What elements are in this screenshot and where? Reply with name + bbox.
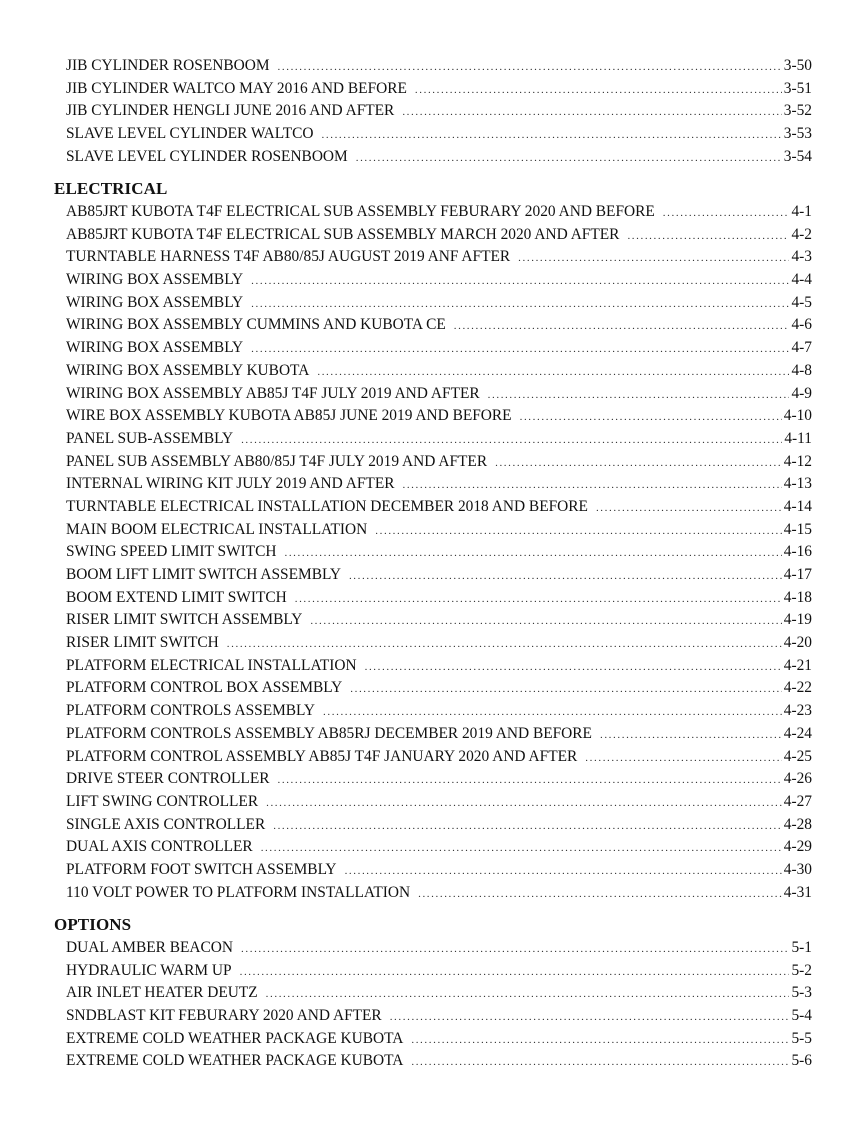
toc-entry-title: AIR INLET HEATER DEUTZ (66, 984, 258, 1002)
toc-entry[interactable] (54, 100, 812, 123)
toc-entry-page-number: 5-1 (791, 939, 812, 956)
toc-entry[interactable] (54, 836, 812, 859)
toc-entry[interactable] (54, 859, 812, 882)
toc-entry-page-number: 4-28 (783, 815, 812, 833)
section-heading-options: OPTIONS (54, 915, 132, 934)
toc-entry-page-number: 5-5 (791, 1029, 812, 1047)
toc-entry-page-number: 4-3 (791, 248, 812, 266)
dot-leader (600, 724, 782, 747)
toc-entry-title: INTERNAL WIRING KIT JULY 2019 AND AFTER (66, 475, 395, 493)
toc-entry[interactable] (54, 428, 812, 451)
toc-entry-page-number: 4-22 (783, 679, 812, 697)
dot-leader (402, 474, 781, 497)
toc-entry-page-number: 4-9 (791, 384, 812, 402)
toc-entry-page-number: 5-3 (791, 984, 812, 1002)
toc-entry-title: JIB CYLINDER WALTCO MAY 2016 AND BEFORE (66, 79, 407, 97)
toc-entry-page-number: 4-2 (791, 225, 812, 243)
toc-entry-title: EXTREME COLD WEATHER PACKAGE KUBOTA (66, 1029, 404, 1047)
dot-leader (310, 610, 781, 633)
dot-leader (241, 938, 789, 961)
dot-leader (375, 520, 782, 543)
toc-entry-list (54, 201, 812, 904)
toc-entry-page-number: 4-15 (783, 520, 812, 538)
toc-entry-title: WIRING BOX ASSEMBLY AB85J T4F JULY 2019 AND AFTER (66, 384, 480, 402)
toc-entry[interactable] (54, 700, 812, 723)
dot-leader (518, 247, 789, 270)
toc-entry-page-number: 4-23 (783, 702, 812, 720)
toc-entry[interactable] (54, 224, 812, 247)
dot-leader (240, 961, 790, 984)
toc-entry-page-number: 5-6 (791, 1052, 812, 1070)
toc-entry-title: HYDRAULIC WARM UP (66, 961, 232, 979)
toc-entry-title: AB85JRT KUBOTA T4F ELECTRICAL SUB ASSEMBLY MARCH 2020 AND AFTER (66, 225, 620, 243)
dot-leader (365, 656, 782, 679)
dot-leader (295, 588, 782, 611)
toc-entry-page-number: 4-6 (791, 316, 812, 334)
toc-entry-page-number: 4-8 (791, 361, 812, 379)
toc-entry-page-number: 4-4 (791, 271, 812, 289)
toc-entry-title: SNDBLAST KIT FEBURARY 2020 AND AFTER (66, 1007, 382, 1025)
toc-entry[interactable] (54, 746, 812, 769)
dot-leader (415, 79, 782, 102)
toc-entry-page-number: 4-24 (783, 724, 812, 742)
toc-entry-title: MAIN BOOM ELECTRICAL INSTALLATION (66, 520, 368, 538)
toc-entry-title: WIRING BOX ASSEMBLY (66, 271, 244, 289)
toc-entry-title: SLAVE LEVEL CYLINDER ROSENBOOM (66, 147, 348, 165)
toc-entry-title: PLATFORM CONTROLS ASSEMBLY (66, 702, 316, 720)
toc-entry-page-number: 4-10 (783, 407, 812, 425)
toc-electrical-section (54, 177, 812, 904)
toc-entry[interactable] (54, 541, 812, 564)
dot-leader (227, 633, 782, 656)
toc-entry[interactable] (54, 937, 812, 960)
toc-entry[interactable] (54, 768, 812, 791)
toc-entry-page-number: 3-52 (783, 102, 812, 120)
toc-entry-page-number: 4-12 (783, 452, 812, 470)
dot-leader (241, 429, 782, 452)
toc-entry-title: WIRING BOX ASSEMBLY CUMMINS AND KUBOTA CE (66, 316, 446, 334)
toc-entry[interactable] (54, 632, 812, 655)
toc-entry-title: JIB CYLINDER HENGLI JUNE 2016 AND AFTER (66, 102, 395, 120)
dot-leader (266, 792, 782, 815)
toc-entry-title: EXTREME COLD WEATHER PACKAGE KUBOTA (66, 1052, 404, 1070)
toc-entry-page-number: 5-2 (791, 961, 812, 979)
toc-entry[interactable] (54, 982, 812, 1005)
toc-entry-page-number: 4-30 (783, 860, 812, 878)
toc-entry[interactable] (54, 146, 812, 169)
toc-entry[interactable] (54, 564, 812, 587)
toc-entry-title: PANEL SUB-ASSEMBLY (66, 429, 234, 447)
toc-entry[interactable] (54, 814, 812, 837)
dot-leader (251, 293, 789, 316)
toc-entry[interactable] (54, 609, 812, 632)
toc-entry-title: BOOM LIFT LIMIT SWITCH ASSEMBLY (66, 566, 341, 583)
dot-leader (411, 1051, 789, 1074)
dot-leader (273, 815, 782, 838)
toc-entry[interactable] (54, 1028, 812, 1051)
toc-entry[interactable] (54, 337, 812, 360)
dot-leader (585, 747, 781, 770)
toc-entry-title: SWING SPEED LIMIT SWITCH (66, 543, 277, 561)
dot-leader (350, 678, 782, 701)
dot-leader (488, 384, 790, 407)
dot-leader (278, 769, 782, 792)
toc-entry-page-number: 4-21 (783, 656, 812, 674)
dot-leader (349, 565, 782, 588)
toc-entry-list (54, 55, 812, 168)
dot-leader (495, 452, 782, 475)
toc-entry-page-number: 4-26 (783, 770, 812, 788)
toc-entry-title: PANEL SUB ASSEMBLY AB80/85J T4F JULY 2019 AND AFTER (66, 452, 488, 470)
toc-entry-page-number: 4-27 (783, 792, 812, 810)
toc-entry-page-number: 3-53 (783, 125, 812, 143)
toc-entry-title: WIRING BOX ASSEMBLY (66, 293, 244, 311)
toc-entry[interactable] (54, 383, 812, 406)
dot-leader (627, 225, 789, 248)
toc-entry[interactable] (54, 1050, 812, 1073)
toc-entry-page-number: 4-20 (783, 634, 812, 652)
toc-entry[interactable] (54, 405, 812, 428)
toc-entry[interactable] (54, 78, 812, 101)
toc-entry-title: PLATFORM FOOT SWITCH ASSEMBLY (66, 860, 337, 878)
dot-leader (411, 1029, 789, 1052)
toc-entry[interactable] (54, 791, 812, 814)
toc-entry[interactable] (54, 451, 812, 474)
dot-leader (402, 101, 781, 124)
toc-entry[interactable] (54, 587, 812, 610)
toc-entry-page-number: 4-19 (783, 611, 812, 629)
dot-leader (278, 56, 782, 79)
toc-entry-title: PLATFORM CONTROL BOX ASSEMBLY (66, 679, 343, 697)
dot-leader (356, 147, 782, 170)
toc-entry-page-number: 4-14 (783, 497, 812, 515)
toc-entry-title: PLATFORM CONTROL ASSEMBLY AB85J T4F JANUARY 2020 AND AFTER (66, 747, 578, 765)
toc-entry-title: WIRE BOX ASSEMBLY KUBOTA AB85J JUNE 2019 AND BEFORE (66, 407, 512, 425)
toc-entry-page-number: 4-31 (783, 883, 812, 901)
dot-leader (322, 124, 782, 147)
toc-entry-page-number: 3-50 (783, 57, 812, 74)
toc-entry[interactable] (54, 723, 812, 746)
toc-entry[interactable] (54, 292, 812, 315)
toc-entry-title: DUAL AXIS CONTROLLER (66, 838, 253, 856)
toc-entry-title: DUAL AMBER BEACON (66, 939, 234, 956)
toc-entry[interactable] (54, 269, 812, 292)
dot-leader (454, 315, 790, 338)
toc-entry-page-number: 4-11 (784, 429, 812, 447)
toc-entry-title: DRIVE STEER CONTROLLER (66, 770, 270, 788)
toc-entry-page-number: 4-13 (783, 475, 812, 493)
toc-entry-title: PLATFORM ELECTRICAL INSTALLATION (66, 656, 357, 674)
toc-entry-page-number: 5-4 (791, 1007, 812, 1025)
toc-entry-title: PLATFORM CONTROLS ASSEMBLY AB85RJ DECEMBER 2019 AND BEFORE (66, 724, 592, 742)
toc-entry-title: JIB CYLINDER ROSENBOOM (66, 57, 270, 74)
dot-leader (251, 270, 789, 293)
toc-top-section (54, 55, 812, 168)
toc-entry[interactable] (54, 655, 812, 678)
toc-entry[interactable] (54, 519, 812, 542)
toc-entry-page-number: 3-54 (783, 147, 812, 165)
dot-leader (345, 860, 782, 883)
toc-entry[interactable] (54, 960, 812, 983)
toc-entry-page-number: 4-17 (783, 566, 812, 583)
dot-leader (390, 1006, 790, 1029)
toc-entry[interactable] (54, 882, 812, 905)
dot-leader (663, 202, 790, 225)
dot-leader (323, 701, 782, 724)
toc-entry-page-number: 4-1 (791, 203, 812, 220)
toc-entry-title: AB85JRT KUBOTA T4F ELECTRICAL SUB ASSEMBLY FEBURARY 2020 AND BEFORE (66, 203, 655, 220)
toc-entry-page-number: 4-29 (783, 838, 812, 856)
toc-entry[interactable] (54, 1005, 812, 1028)
toc-entry-title: BOOM EXTEND LIMIT SWITCH (66, 588, 287, 606)
toc-entry-page-number: 4-18 (783, 588, 812, 606)
toc-entry-page-number: 4-25 (783, 747, 812, 765)
toc-entry-title: SINGLE AXIS CONTROLLER (66, 815, 266, 833)
toc-entry-title: WIRING BOX ASSEMBLY KUBOTA (66, 361, 310, 379)
dot-leader (266, 983, 790, 1006)
toc-entry[interactable] (54, 314, 812, 337)
toc-entry-title: SLAVE LEVEL CYLINDER WALTCO (66, 125, 314, 143)
toc-entry-title: WIRING BOX ASSEMBLY (66, 339, 244, 357)
toc-entry-title: 110 VOLT POWER TO PLATFORM INSTALLATION (66, 883, 411, 901)
toc-entry[interactable] (54, 55, 812, 78)
toc-entry[interactable] (54, 677, 812, 700)
toc-entry[interactable] (54, 473, 812, 496)
toc-entry[interactable] (54, 496, 812, 519)
dot-leader (520, 406, 782, 429)
toc-entry-title: RISER LIMIT SWITCH (66, 634, 219, 652)
toc-entry-page-number: 4-5 (791, 293, 812, 311)
toc-entry-title: TURNTABLE HARNESS T4F AB80/85J AUGUST 2019 ANF AFTER (66, 248, 511, 266)
toc-entry[interactable] (54, 201, 812, 224)
dot-leader (284, 542, 781, 565)
section-heading-electrical: ELECTRICAL (54, 179, 168, 198)
dot-leader (418, 883, 782, 906)
toc-options-section (54, 913, 812, 1073)
toc-entry-list (54, 937, 812, 1073)
dot-leader (251, 338, 789, 361)
dot-leader (596, 497, 782, 520)
toc-entry[interactable] (54, 360, 812, 383)
toc-entry-title: TURNTABLE ELECTRICAL INSTALLATION DECEMBER 2018 AND BEFORE (66, 497, 588, 515)
toc-entry-title: RISER LIMIT SWITCH ASSEMBLY (66, 611, 303, 629)
toc-entry[interactable] (54, 246, 812, 269)
toc-entry[interactable] (54, 123, 812, 146)
toc-entry-title: LIFT SWING CONTROLLER (66, 792, 259, 810)
toc-entry-page-number: 4-7 (791, 339, 812, 357)
toc-entry-page-number: 4-16 (783, 543, 812, 561)
toc-entry-page-number: 3-51 (783, 79, 812, 97)
dot-leader (317, 361, 789, 384)
dot-leader (261, 837, 782, 860)
